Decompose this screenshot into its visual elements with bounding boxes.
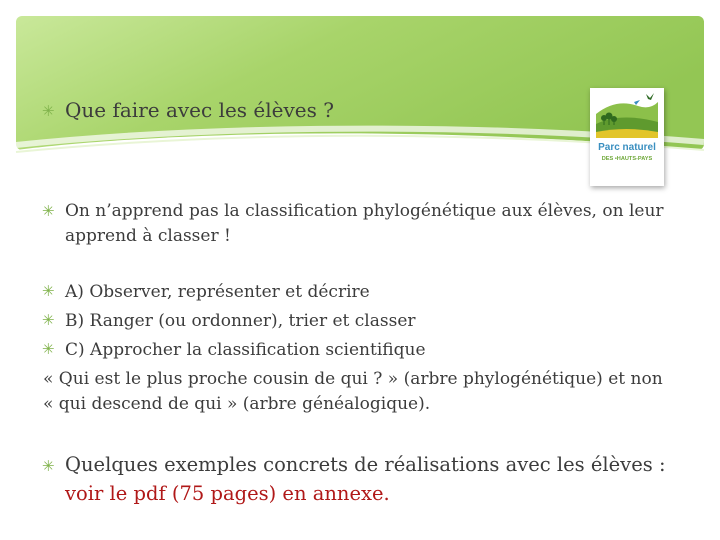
title-bullet-icon: ✳ [42,102,55,120]
bullet1-line2: apprend à classer ! [65,226,231,246]
parc-naturel-logo [590,88,664,186]
slide-title: Que faire avec les élèves ? [65,98,334,122]
bullet-icon: ✳ [42,457,55,475]
final-line1: Quelques exemples concrets de réalisations avec les élèves : [65,453,666,476]
bullet-icon: ✳ [42,202,55,220]
logo-line-2: DES •HAUTS-PAYS [601,156,653,162]
bullet1-line1: On n’apprend pas la classification phylogénétique aux élèves, on leur [65,201,664,221]
bullet-icon: ✳ [42,311,55,329]
note-line2: « qui descend de qui » (arbre généalogique). [43,394,431,414]
note-line1: « Qui est le plus proche cousin de qui ? » (arbre phylogénétique) et non [43,369,663,389]
list-item-b: B) Ranger (ou ordonner), trier et classer [65,311,416,331]
logo-line-1: Parc naturel [598,142,656,153]
bullet-icon: ✳ [42,340,55,358]
list-item-a: A) Observer, représenter et décrire [65,282,370,302]
list-item-c: C) Approcher la classification scientifique [65,340,426,360]
logo-graphic [590,88,664,186]
bullet-icon: ✳ [42,282,55,300]
pdf-annex-link[interactable]: voir le pdf (75 pages) en annexe. [65,482,390,505]
